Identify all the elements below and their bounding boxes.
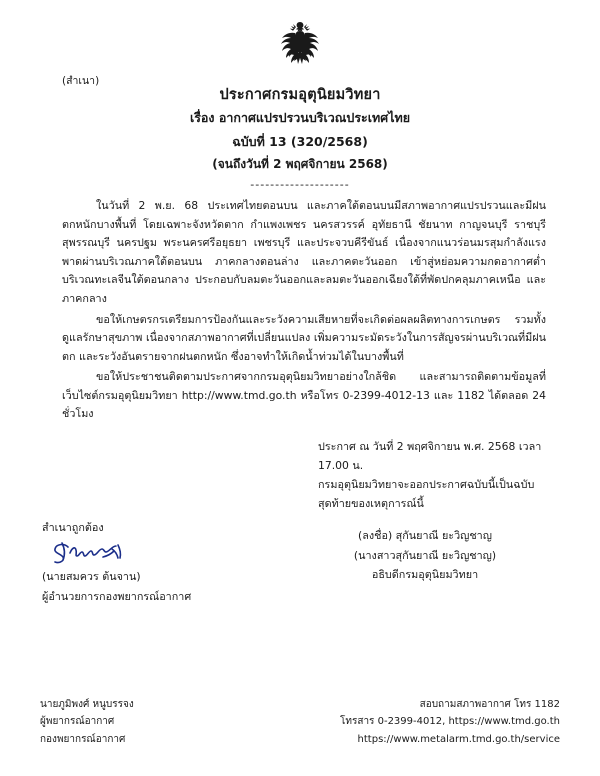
certification-block — [42, 518, 191, 606]
document-body — [62, 197, 546, 424]
footer-fax-website-line[interactable]: โทรสาร 0-2399-4012, https://www.tmd.go.th — [340, 716, 560, 727]
body-paragraph-3: ขอให้ประชาชนติดตามประกาศจากกรมอุตุนิยมวิทยาอย่างใกล้ชิด และสามารถติดตามข้อมูลที่เว็บไซต์กรมอุตุนิยมวิทยา http://www.tmd.go.th หรือโทร 0-2399-4012-13 และ 1182 ได้ตลอด 24 ชั่วโมง — [62, 370, 546, 421]
page-title: ประกาศกรมอุตุนิยมวิทยา — [219, 87, 381, 103]
document-subject: เรื่อง อากาศแปรปรวนบริเวณประเทศไทย — [189, 110, 411, 126]
handwritten-signature-icon — [48, 539, 191, 567]
body-paragraph-1: ในวันที่ 2 พ.ย. 68 ประเทศไทยตอนบน และภาคใต้ตอนบนมีสภาพอากาศแปรปรวนและมีฝนตกหนักบางพื้นที่ โดยเฉพาะจังหวัดตาก กำแพงเพชร นครสวรรค์ อุทัยธานี ชัยนาท กาญจนบุรี ราชบุรี สุพรรณบุรี นครปฐม พระนครศรีอยุธยา เพชรบุรี และประจวบคีรีขันธ์ เนื่องจากแนวร่อนมรสุมกำลังแรงพาดผ่านบริเวณภาคใต้ตอนบน ภาคกลางตอนล่าง และภาคตะวันออก เข้าสู่หย่อมความกดอากาศต่ำบริเวณทะเลจีนใต้ตอนกลาง ประกอบกับลมตะวันออกและลมตะวันออกเฉียงใต้ที่พัดปกคลุมภาคเหนือ และภาคกลาง — [62, 199, 546, 306]
document-issue-number: ฉบับที่ 13 (320/2568) — [232, 133, 368, 149]
garuda-emblem-icon — [40, 0, 560, 78]
document-title-block — [40, 84, 560, 176]
footer-forecaster-division: กองพยากรณ์อากาศ — [40, 733, 126, 745]
announce-final-line: กรมอุตุนิยมวิทยาจะออกประกาศฉบับนี้เป็นฉบับสุดท้ายของเหตุการณ์นี้ — [318, 477, 535, 510]
footer-forecaster-role: ผู้พยากรณ์อากาศ — [40, 716, 115, 727]
footer-forecaster-name: นายภูมิพงศ์ หนูบรรจง — [40, 698, 134, 710]
copy-mark-label: (สำเนา) — [62, 75, 100, 87]
announcement-date-block — [40, 438, 560, 514]
certify-label: สำเนาถูกต้อง — [42, 521, 104, 534]
signer-name: (นางสาวสุกันยาณี ยะวิญชาญ) — [353, 548, 497, 562]
body-paragraph-2: ขอให้เกษตรกรเตรียมการป้องกันและระวังความเสียหายที่จะเกิดต่อผลผลิตทางการเกษตร รวมทั้งดูแลรักษาสุขภาพ เนื่องจากสภาพอากาศที่เปลี่ยนแปลง เพิ่มความระมัดระวังในการสัญจรผ่านบริเวณที่มีฝนตก และระวังอันตรายจากฝนตกหนัก ซึ่งอาจทำให้เกิดน้ำท่วมได้ในบางพื้นที่ — [62, 312, 546, 363]
certify-name: (นายสมควร ต้นจาน) — [42, 570, 141, 584]
footer-forecaster-block — [40, 696, 134, 749]
certify-title: ผู้อำนวยการกองพยากรณ์อากาศ — [42, 589, 192, 603]
footer-phone-line: สอบถามสภาพอากาศ โทร 1182 — [419, 698, 560, 710]
signer-title: อธิบดีกรมอุตุนิยมวิทยา — [371, 568, 479, 582]
title-divider: -------------------- — [250, 178, 350, 192]
document-footer — [0, 696, 600, 749]
footer-service-url[interactable]: https://www.metalarm.tmd.go.th/service — [357, 733, 560, 745]
signer-signature-line: (ลงชื่อ) สุกันยาณี ยะวิญชาญ — [358, 528, 492, 542]
document-valid-until: (จนถึงวันที่ 2 พฤศจิกายน 2568) — [212, 157, 388, 172]
footer-contact-block — [340, 696, 560, 749]
announce-date-line: ประกาศ ณ วันที่ 2 พฤศจิกายน พ.ศ. 2568 เวลา 17.00 น. — [318, 439, 542, 472]
signer-block — [290, 526, 560, 586]
